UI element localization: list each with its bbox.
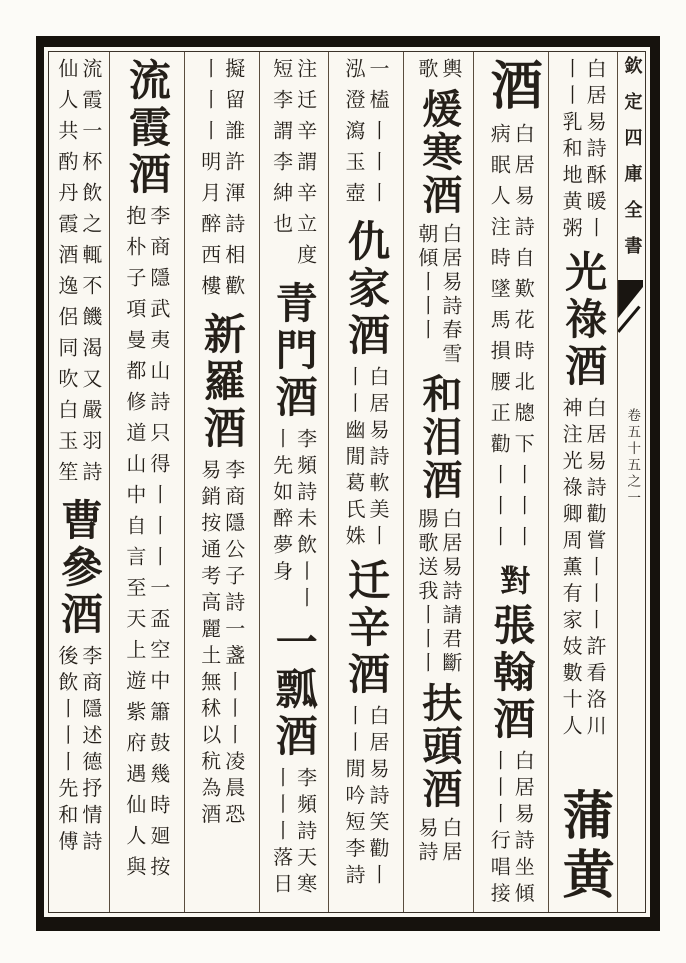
text-column-8 bbox=[49, 52, 110, 912]
text-column-7 bbox=[110, 52, 185, 912]
text-column-6 bbox=[185, 52, 260, 912]
fishtail-mark-icon bbox=[618, 280, 645, 336]
note-left-line: 丨丨乳和地黄粥 bbox=[559, 58, 584, 244]
note-left-line: 仙人共酌丹霞酒逸侶同吹白玉笙 bbox=[54, 58, 79, 492]
interlinear-note bbox=[55, 645, 103, 857]
interlinear-note bbox=[270, 767, 318, 900]
interlinear-note bbox=[198, 459, 246, 830]
note-right-line: 輿 bbox=[438, 58, 463, 82]
note-right-line: 白居易詩酥暖丨 bbox=[583, 58, 608, 244]
interlinear-note bbox=[415, 58, 463, 82]
interlinear-note bbox=[270, 428, 318, 614]
note-left-line: 朝傾丨丨丨 bbox=[414, 223, 439, 343]
entry-term: 流霞酒 bbox=[122, 58, 172, 199]
note-right-line: 白居易詩軟美丨 bbox=[365, 366, 390, 552]
note-left-line: 易詩 bbox=[414, 817, 439, 865]
note-left-line: 病眠人注時墜馬損腰正勸丨丨丨 bbox=[487, 123, 512, 557]
entry-term: 扶頭酒 bbox=[415, 682, 463, 811]
note-left-line: 泓澄瀉玉壺 bbox=[341, 58, 366, 213]
note-right-line: 白居 bbox=[438, 817, 463, 865]
note-right-line: 李頻詩未飲丨丨 bbox=[293, 428, 318, 614]
interlinear-note bbox=[342, 705, 390, 891]
page-outer-border bbox=[36, 36, 660, 931]
interlinear-note bbox=[198, 58, 246, 306]
note-left-line: 丨丨幽閒葛氏姝 bbox=[341, 366, 366, 552]
note-right-line: 李商隱述德抒情詩 bbox=[78, 645, 103, 857]
fishtail-triangle bbox=[618, 280, 643, 318]
entry-term: 蒲黄 bbox=[553, 788, 615, 906]
entry-term: 光祿酒 bbox=[559, 249, 609, 391]
interlinear-note bbox=[270, 58, 318, 275]
interlinear-note bbox=[342, 366, 390, 552]
book-title: 欽定四庫全書 bbox=[621, 56, 643, 272]
note-right-line: 注迁辛謂辛立度 bbox=[293, 58, 318, 275]
text-column-5 bbox=[260, 52, 329, 912]
note-left-line: 丨丨丨落日 bbox=[269, 766, 294, 899]
note-left-line: 易銷按通考高麗土無秫以秔為酒 bbox=[197, 459, 222, 830]
note-left-line: 短李謂李紳也 bbox=[269, 58, 294, 244]
note-left-line: 腸歌送我丨丨丨 bbox=[414, 508, 439, 676]
text-content-area bbox=[49, 52, 645, 912]
note-left-line: 丨丨丨明月醉西樓 bbox=[197, 58, 222, 306]
entry-term: 張翰酒 bbox=[487, 603, 537, 744]
entry-term: 和泪酒 bbox=[415, 373, 463, 502]
interlinear-note bbox=[487, 750, 535, 909]
entry-term: 酒 bbox=[481, 58, 543, 117]
note-right-line: 白居易詩笑勸丨 bbox=[365, 704, 390, 890]
note-right-line: 白居易詩坐傾 bbox=[511, 750, 536, 909]
entry-term: 新羅酒 bbox=[197, 312, 247, 453]
text-column-2 bbox=[474, 52, 549, 912]
volume-label: 卷五十五之一 bbox=[624, 408, 641, 507]
inline-character: 對 bbox=[494, 565, 530, 595]
page-inner-border bbox=[48, 51, 646, 913]
note-left-line: 抱朴子項曼都修道山中自言至天上遊紫府遇仙人與 bbox=[122, 205, 147, 887]
entry-term: 迁辛酒 bbox=[341, 557, 391, 699]
note-left-line: 丨丨丨行唱接 bbox=[487, 750, 512, 909]
center-margin-column bbox=[618, 52, 645, 912]
note-right-line: 白居易詩勸嘗丨丨丨許看洛川 bbox=[583, 396, 608, 741]
entry-term: 一瓢酒 bbox=[269, 619, 319, 761]
note-right-line: 李商隱武夷山詩只得丨丨丨一盃空中簫鼓幾時廻按 bbox=[146, 205, 171, 887]
interlinear-note bbox=[123, 205, 171, 887]
note-right-line: 白居易詩自歎花時北牕下丨丨丨 bbox=[511, 123, 536, 557]
note-right-line: 李頻詩天寒 bbox=[293, 766, 318, 899]
entry-term: 仇家酒 bbox=[341, 219, 391, 360]
text-column-1 bbox=[549, 52, 618, 912]
interlinear-note bbox=[415, 223, 463, 367]
note-right-line: 李商隱公子詩一盞丨丨丨凌晨恐 bbox=[221, 459, 246, 830]
note-right-line: 流霞一杯飲之輒不饑渴又嚴羽詩 bbox=[78, 58, 103, 492]
note-right-line: 白居易詩請君斷 bbox=[438, 508, 463, 676]
note-left-line: 後飲丨丨丨先和傅 bbox=[54, 645, 79, 857]
entry-term: 煖寒酒 bbox=[415, 88, 463, 217]
interlinear-note bbox=[342, 58, 390, 213]
interlinear-note bbox=[415, 817, 463, 865]
note-right-line: 白居易詩春雪 bbox=[438, 223, 463, 367]
entry-term: 青門酒 bbox=[269, 281, 319, 422]
entry-term: 曹參酒 bbox=[54, 498, 104, 639]
note-right-line: 一榼丨丨丨 bbox=[365, 58, 390, 213]
interlinear-note bbox=[559, 58, 607, 244]
note-right-line: 擬留誰許渾詩相歡 bbox=[221, 58, 246, 306]
interlinear-note bbox=[55, 58, 103, 492]
interlinear-note bbox=[487, 123, 535, 557]
text-column-4 bbox=[329, 52, 405, 912]
text-column-3 bbox=[404, 52, 474, 912]
note-left-line: 歌 bbox=[414, 58, 439, 82]
interlinear-note bbox=[415, 508, 463, 676]
note-left-line: 神注光祿卿周薫有家妓數十人 bbox=[559, 396, 584, 741]
note-left-line: 丨先如醉夢身 bbox=[269, 428, 294, 587]
note-left-line: 丨丨閒吟短李詩 bbox=[341, 704, 366, 890]
interlinear-note bbox=[559, 397, 607, 742]
